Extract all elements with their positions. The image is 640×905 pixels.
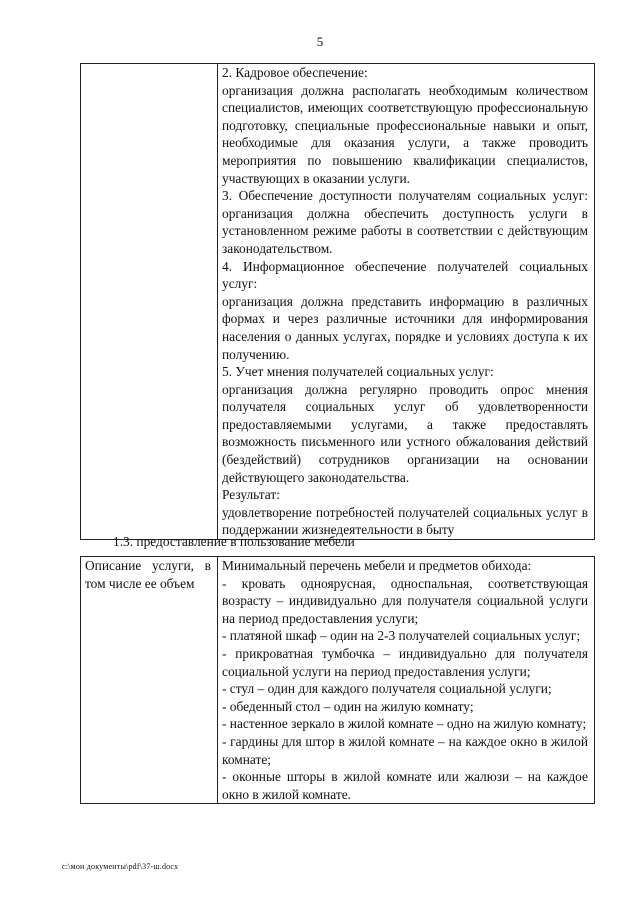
accessibility-text: 3. Обеспечение доступности получателям социальных услуг: организация должна обеспечить доступность услуги в установленном режиме работы в соответствии с действующим законодательством. — [222, 188, 588, 256]
furniture-table — [80, 556, 595, 804]
empty-left-cell — [81, 64, 218, 540]
information-text: организация должна представить информацию в различных формах и через различные источники для информирования населения о данных услугах, порядке и условиях доступа к их получению. — [222, 293, 588, 362]
service-standards-table — [80, 63, 595, 540]
information-heading: 4. Информационное обеспечение получателей социальных услуг: — [222, 258, 588, 292]
footer-file-path: c:\мои документы\pdf\37-ш.docx — [62, 862, 179, 871]
staffing-text: организация должна располагать необходимым количеством специалистов, имеющих соответствующую профессиональную подготовку, специальные профессиональные навыки и опыт, необходимые для оказания услуги, а также проводить мероприятия по повышению квалификации специалистов, участвующих в оказании услуги. — [222, 82, 588, 186]
staffing-heading: 2. Кадровое обеспечение: — [222, 65, 368, 80]
list-item: - стул – один для каждого получателя социальной услуги; — [222, 681, 552, 697]
furniture-list-cell — [218, 557, 595, 804]
feedback-text: организация должна регулярно проводить опрос мнения получателя социальных услуг об удовлетворенности предоставляемыми услугами, а также предоставлять возможность письменного или устного обжалования действий (бездействий) сотрудников организации на основании действующего законодательства. — [222, 381, 588, 485]
list-item: - платяной шкаф – один на 2-3 получателей социальных услуг; — [222, 628, 581, 644]
list-item: - настенное зеркало в жилой комнате – одно на жилую комнату; — [222, 716, 587, 732]
list-item: - прикроватная тумбочка – индивидуально для получателя социальной услуги на период предоставления услуги; — [222, 645, 588, 679]
feedback-heading: 5. Учет мнения получателей социальных услуг: — [222, 364, 494, 380]
list-item: - обеденный стол – один на жилую комнату; — [222, 698, 474, 714]
furniture-list-intro: Минимальный перечень мебели и предметов обихода: — [222, 558, 532, 573]
result-text: удовлетворение потребностей получателей социальных услуг в поддержании жизнедеятельности в быту — [222, 504, 588, 538]
section-heading: 1.3. предоставление в пользование мебели — [113, 534, 355, 549]
service-description-label: Описание услуги, в том числе ее объем — [81, 557, 218, 804]
list-item: - оконные шторы в жилой комнате или жалюзи – на каждое окно в жилой комнате. — [222, 769, 588, 802]
list-item: - кровать одноярусная, односпальная, соответствующая возрасту – индивидуально для получателя социальной услуги на период предоставления услуги; — [222, 575, 588, 626]
list-item: - гардины для штор в жилой комнате – на каждое окно в жилой комнате; — [222, 733, 588, 767]
page-number: 5 — [316, 34, 324, 49]
result-heading: Результат: — [222, 487, 280, 503]
standards-cell — [218, 64, 595, 540]
